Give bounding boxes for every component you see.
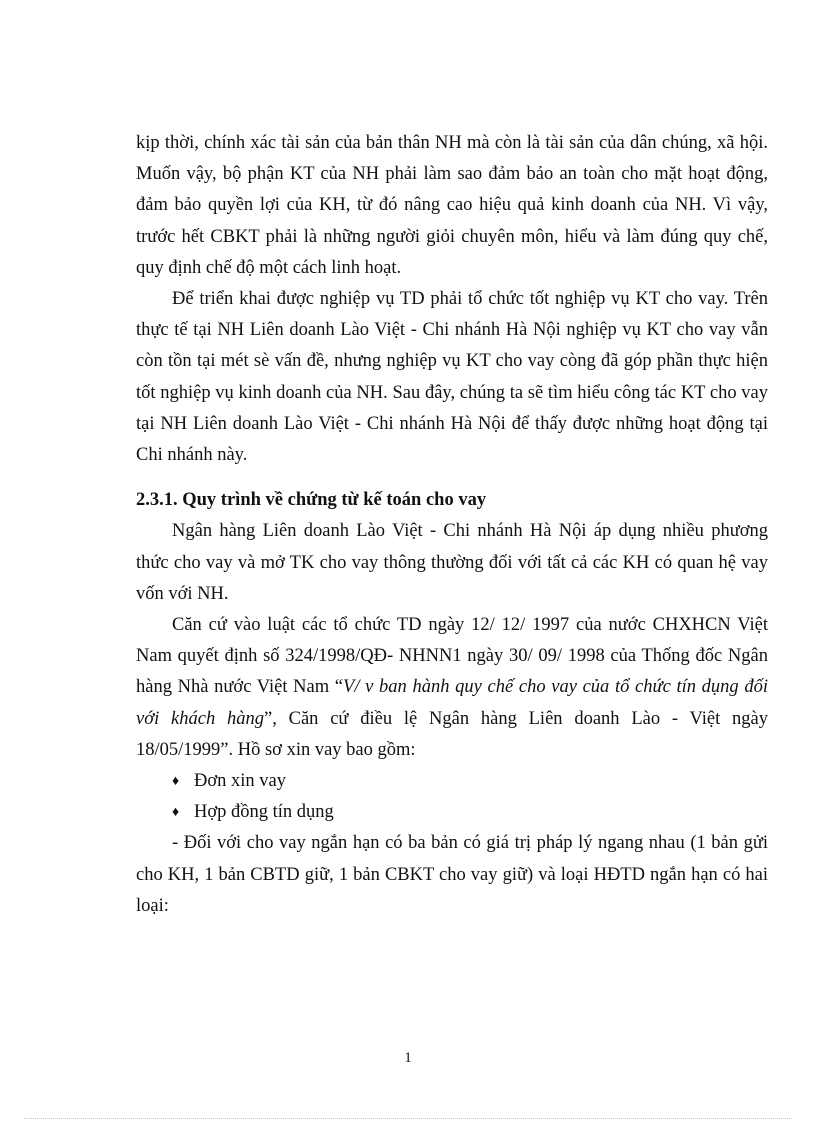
list-item-label: Đơn xin vay <box>194 771 286 792</box>
page-body <box>136 128 768 922</box>
list-item-label: Hợp đồng tín dụng <box>194 802 334 823</box>
paragraph-4-part-a: Căn cứ vào luật các tổ chức TD ngày 12/ 12/ 1997 của nước CHXHCN Việt Nam quyết định số 324/1998/QĐ- NHNN1 ngày 30/ 09/ 1998 của Thống đốc Ngân hàng Nhà nước Việt Nam “ <box>136 615 768 698</box>
paragraph-3: Ngân hàng Liên doanh Lào Việt - Chi nhánh Hà Nội áp dụng nhiều phương thức cho vay và mở TK cho vay thông thường đối với tất cả các KH có quan hệ vay vốn với NH. <box>136 521 768 604</box>
paragraph-4-italic: V/ v ban hành quy chế cho vay của tổ chức tín dụng đối với khách hàng <box>136 677 768 729</box>
page-number: 1 <box>404 1050 412 1066</box>
paragraph-5: - Đối với cho vay ngắn hạn có ba bản có giá trị pháp lý ngang nhau (1 bản gửi cho KH, 1 bản CBTD giữ, 1 bản CBKT cho vay giữ) và loại HĐTD ngắn hạn có hai loại: <box>136 833 768 916</box>
page-bottom-divider <box>24 1118 792 1119</box>
diamond-bullet-icon: ♦ <box>172 774 180 790</box>
section-heading: 2.3.1. Quy trình về chứng từ kế toán cho vay <box>136 490 487 511</box>
paragraph-4-part-b: ”, Căn cứ điều lệ Ngân hàng Liên doanh Lào - Việt ngày 18/05/1999”. Hồ sơ xin vay bao gồm: <box>136 708 768 760</box>
list-item <box>136 797 768 828</box>
paragraph-4 <box>136 610 768 766</box>
list-item <box>136 766 768 797</box>
diamond-bullet-icon: ♦ <box>172 805 180 821</box>
paragraph-2: Để triển khai được nghiệp vụ TD phải tổ chức tốt nghiệp vụ KT cho vay. Trên thực tế tại NH Liên doanh Lào Việt - Chi nhánh Hà Nội nghiệp vụ KT cho vay vẫn còn tồn tại mét sè vấn đề, nhưng nghiệp vụ KT cho vay còng đã góp phần thực hiện tốt nghiệp vụ kinh doanh của NH. Sau đây, chúng ta sẽ tìm hiểu công tác KT cho vay tại NH Liên doanh Lào Việt - Chi nhánh Hà Nội để thấy được những hoạt động tại Chi nhánh này. <box>136 289 768 466</box>
paragraph-1: kịp thời, chính xác tài sản của bản thân NH mà còn là tài sản của dân chúng, xã hội. Muốn vậy, bộ phận KT của NH phải làm sao đảm bảo an toàn cho mặt hoạt động, đảm bảo quyền lợi của KH, từ đó nâng cao hiệu quả kinh doanh của NH. Vì vậy, trước hết CBKT phải là những người giỏi chuyên môn, hiểu và làm đúng quy chế, quy định chế độ một cách linh hoạt. <box>136 133 768 278</box>
